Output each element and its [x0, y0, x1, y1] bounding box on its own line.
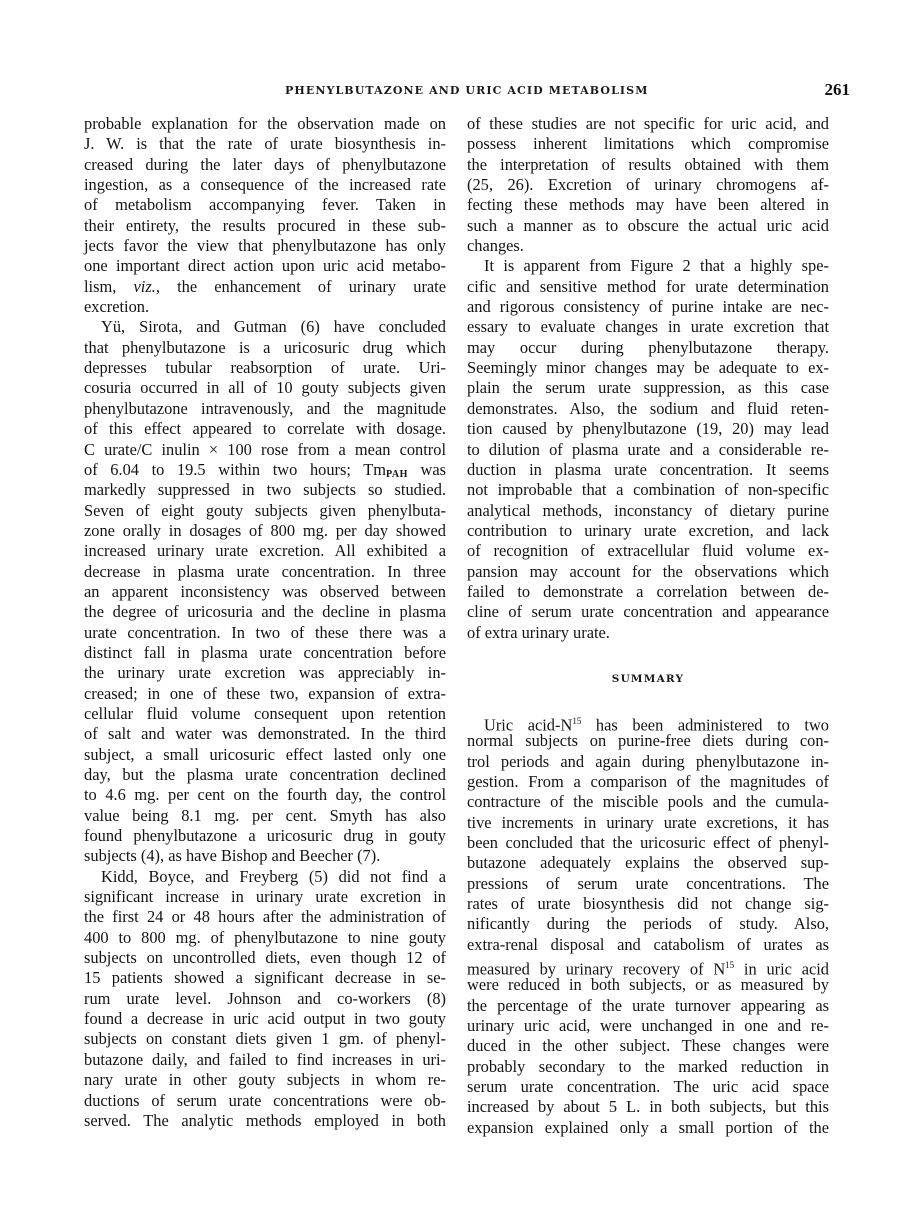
text-line: of these studies are not specific for uric acid, and: [467, 114, 829, 133]
text-fragment: measured by urinary recovery of N: [467, 959, 726, 979]
text-line: were reduced in both subjects, or as measured by: [467, 975, 829, 995]
text-line: decrease in plasma urate concentration. In three: [84, 561, 446, 581]
text-line: that phenylbutazone is a uricosuric drug which: [84, 337, 446, 357]
text-line: cellular fluid volume consequent upon retention: [84, 703, 446, 723]
superscript-15: 15: [725, 960, 735, 971]
text-line: possess inherent limitations which compromise: [467, 134, 829, 154]
text-line: duction in plasma urate concentration. It seems: [467, 459, 829, 479]
text-line: distinct fall in plasma urate concentration before: [84, 642, 446, 662]
text-line: one important direct action upon uric acid metabo-: [84, 256, 446, 276]
paragraph-start: Kidd, Boyce, and Freyberg (5) did not find a: [101, 866, 446, 886]
text-line: the degree of uricosuria and the decline in plasma: [84, 602, 446, 622]
text-line: serum urate concentration. The uric acid space: [467, 1077, 829, 1097]
italic-viz: viz.,: [133, 276, 160, 296]
paragraph-start: Yü, Sirota, and Gutman (6) have concluded: [101, 317, 446, 337]
text-line: essary to evaluate changes in urate excretion that: [467, 317, 829, 337]
text-line: increased urinary urate excretion. All exhibited a: [84, 541, 446, 561]
text-line: butazone adequately explains the observed sup-: [467, 853, 829, 873]
text-line: of recognition of extracellular fluid volume ex-: [467, 541, 829, 561]
text-line: found phenylbutazone a uricosuric drug in gouty: [84, 826, 446, 846]
text-line: extra-renal disposal and catabolism of urates as: [467, 934, 829, 954]
text-line: such a manner as to obscure the actual uric acid: [467, 215, 829, 235]
text-line: the percentage of the urate turnover appearing as: [467, 995, 829, 1015]
text-fragment: of 6.04 to 19.5 within two hours; Tm: [84, 459, 387, 479]
text-line: contracture of the miscible pools and the cumula-: [467, 792, 829, 812]
text-line: to dilution of plasma urate and a considerable re-: [467, 439, 829, 459]
text-line-n15: [467, 711, 829, 735]
text-line: subjects (4), as have Bishop and Beecher (7).: [84, 846, 381, 866]
page-number: 261: [824, 80, 850, 99]
text-line: plain the serum urate suppression, as this case: [467, 378, 829, 398]
text-line: been concluded that the uricosuric effect of phenyl-: [467, 833, 829, 852]
text-line: Seven of eight gouty subjects given phenylbuta-: [84, 500, 446, 520]
text-fragment: has been administered to two: [581, 715, 829, 735]
text-line: an apparent inconsistency was observed between: [84, 581, 446, 601]
superscript-15: 15: [572, 715, 582, 726]
text-line: jects favor the view that phenylbutazone has only: [84, 236, 446, 256]
text-line: significant increase in urinary urate excretion in: [84, 887, 446, 907]
text-line: not improbable that a combination of non-specific: [467, 480, 829, 500]
text-line: failed to demonstrate a correlation between de-: [467, 581, 829, 601]
text-line: butazone daily, and failed to find increases in uri-: [84, 1049, 446, 1069]
right-column: [467, 114, 829, 1138]
text-line: urate concentration. In two of these there was a: [84, 622, 446, 642]
text-line: value being 8.1 mg. per cent. Smyth has also: [84, 805, 446, 825]
text-fragment: Uric acid-N: [484, 715, 573, 735]
text-line: depresses tubular reabsorption of urate. Uri-: [84, 358, 446, 378]
text-line: fecting these methods may have been altered in: [467, 195, 829, 215]
text-line: gestion. From a comparison of the magnitudes of: [467, 771, 829, 791]
text-line: (25, 26). Excretion of urinary chromogens af-: [467, 175, 829, 195]
text-line: of this effect appeared to correlate with dosage.: [84, 419, 446, 439]
text-line: the urinary urate excretion was appreciably in-: [84, 663, 446, 683]
text-line: urinary uric acid, were unchanged in one and re-: [467, 1016, 829, 1036]
text-line: the first 24 or 48 hours after the administration of: [84, 907, 446, 927]
text-line: increased by about 5 L. in both subjects, but this: [467, 1097, 829, 1117]
text-line: nificantly during the periods of study. Also,: [467, 914, 829, 934]
left-column: [84, 114, 446, 1131]
text-line: J. W. is that the rate of urate biosynthesis in-: [84, 134, 446, 154]
text-fragment: in uric acid: [734, 959, 829, 979]
text-line: 15 patients showed a significant decrease in se-: [84, 968, 446, 988]
text-line: nary urate in other gouty subjects in whom re-: [84, 1070, 446, 1090]
text-fragment: lism,: [84, 276, 134, 296]
text-line: pressions of serum urate concentrations. The: [467, 873, 829, 893]
text-line: changes.: [467, 236, 524, 256]
text-line: subject, a small uricosuric effect lasted only one: [84, 744, 446, 764]
text-line: expansion explained only a small portion of the: [467, 1117, 829, 1137]
text-line: tive increments in urinary urate excretions, it has: [467, 812, 829, 832]
text-line: C urate/C inulin × 100 rose from a mean control: [84, 439, 446, 459]
text-fragment: the enhancement of urinary urate: [159, 276, 446, 296]
text-line: creased during the later days of phenylbutazone: [84, 154, 446, 174]
text-line: rates of urate biosynthesis did not change sig-: [467, 894, 829, 914]
text-line: probably secondary to the marked reduction in: [467, 1056, 829, 1076]
text-fragment: was: [407, 459, 446, 479]
text-line: of extra urinary urate.: [467, 622, 610, 642]
text-line: contribution to urinary urate excretion, and lack: [467, 520, 829, 540]
text-line: subjects on uncontrolled diets, even though 12 of: [84, 948, 446, 968]
text-line: excretion.: [84, 297, 150, 317]
text-line: normal subjects on purine-free diets during con-: [467, 731, 829, 751]
text-line: rum urate level. Johnson and co-workers (8): [84, 988, 446, 1008]
text-line: creased; in one of these two, expansion of extra-: [84, 683, 446, 703]
subscript-pah: PAH: [386, 468, 408, 480]
text-line: duced in the other subject. These changes were: [467, 1036, 829, 1056]
text-line: tion caused by phenylbutazone (19, 20) may lead: [467, 419, 829, 439]
section-spacer: [467, 643, 829, 669]
text-line: the interpretation of results obtained with them: [467, 154, 829, 174]
text-line: and rigorous consistency of purine intake are nec-: [467, 297, 829, 317]
text-line: demonstrates. Also, the sodium and fluid reten-: [467, 398, 829, 418]
text-line: analytical methods, inconstancy of dietary purine: [467, 500, 829, 520]
text-line: served. The analytic methods employed in both: [84, 1110, 446, 1130]
text-line: ductions of serum urate concentrations were ob-: [84, 1090, 446, 1110]
text-line: phenylbutazone intravenously, and the magnitude: [84, 398, 446, 418]
text-line: pansion may account for the observations which: [467, 561, 829, 581]
summary-heading: SUMMARY: [611, 672, 685, 685]
text-line: their entirety, the results procured in these sub-: [84, 215, 446, 235]
text-line: trol periods and again during phenylbutazone in-: [467, 751, 829, 771]
text-line: cosuria occurred in all of 10 gouty subjects given: [84, 378, 446, 398]
text-line: found a decrease in uric acid output in two gouty: [84, 1009, 446, 1029]
text-line: zone orally in dosages of 800 mg. per day showed: [84, 520, 446, 540]
text-line: 400 to 800 mg. of phenylbutazone to nine gouty: [84, 927, 446, 947]
text-line-tmpah: [84, 460, 446, 480]
text-line: to 4.6 mg. per cent on the fourth day, the control: [84, 785, 446, 805]
text-line-viz: [84, 277, 446, 297]
text-line-n15: [467, 955, 829, 979]
text-line: probable explanation for the observation made on: [84, 114, 446, 133]
running-title: PHENYLBUTAZONE AND URIC ACID METABOLISM: [285, 84, 649, 97]
text-line: of salt and water was demonstrated. In the third: [84, 724, 446, 744]
text-line: day, but the plasma urate concentration declined: [84, 765, 446, 784]
text-line: ingestion, as a consequence of the increased rate: [84, 175, 446, 195]
paragraph-start: It is apparent from Figure 2 that a highly spe-: [484, 256, 829, 276]
section-spacer: [467, 689, 829, 711]
text-line: markedly suppressed in two subjects so studied.: [84, 480, 446, 500]
text-line: of metabolism accompanying fever. Taken in: [84, 195, 446, 215]
text-line: subjects on constant diets given 1 gm. of phenyl-: [84, 1029, 446, 1049]
text-line: Seemingly minor changes may be adequate to ex-: [467, 358, 829, 378]
text-line: may occur during phenylbutazone therapy.: [467, 337, 829, 357]
text-line: cific and sensitive method for urate determination: [467, 276, 829, 296]
text-line: cline of serum urate concentration and appearance: [467, 602, 829, 622]
